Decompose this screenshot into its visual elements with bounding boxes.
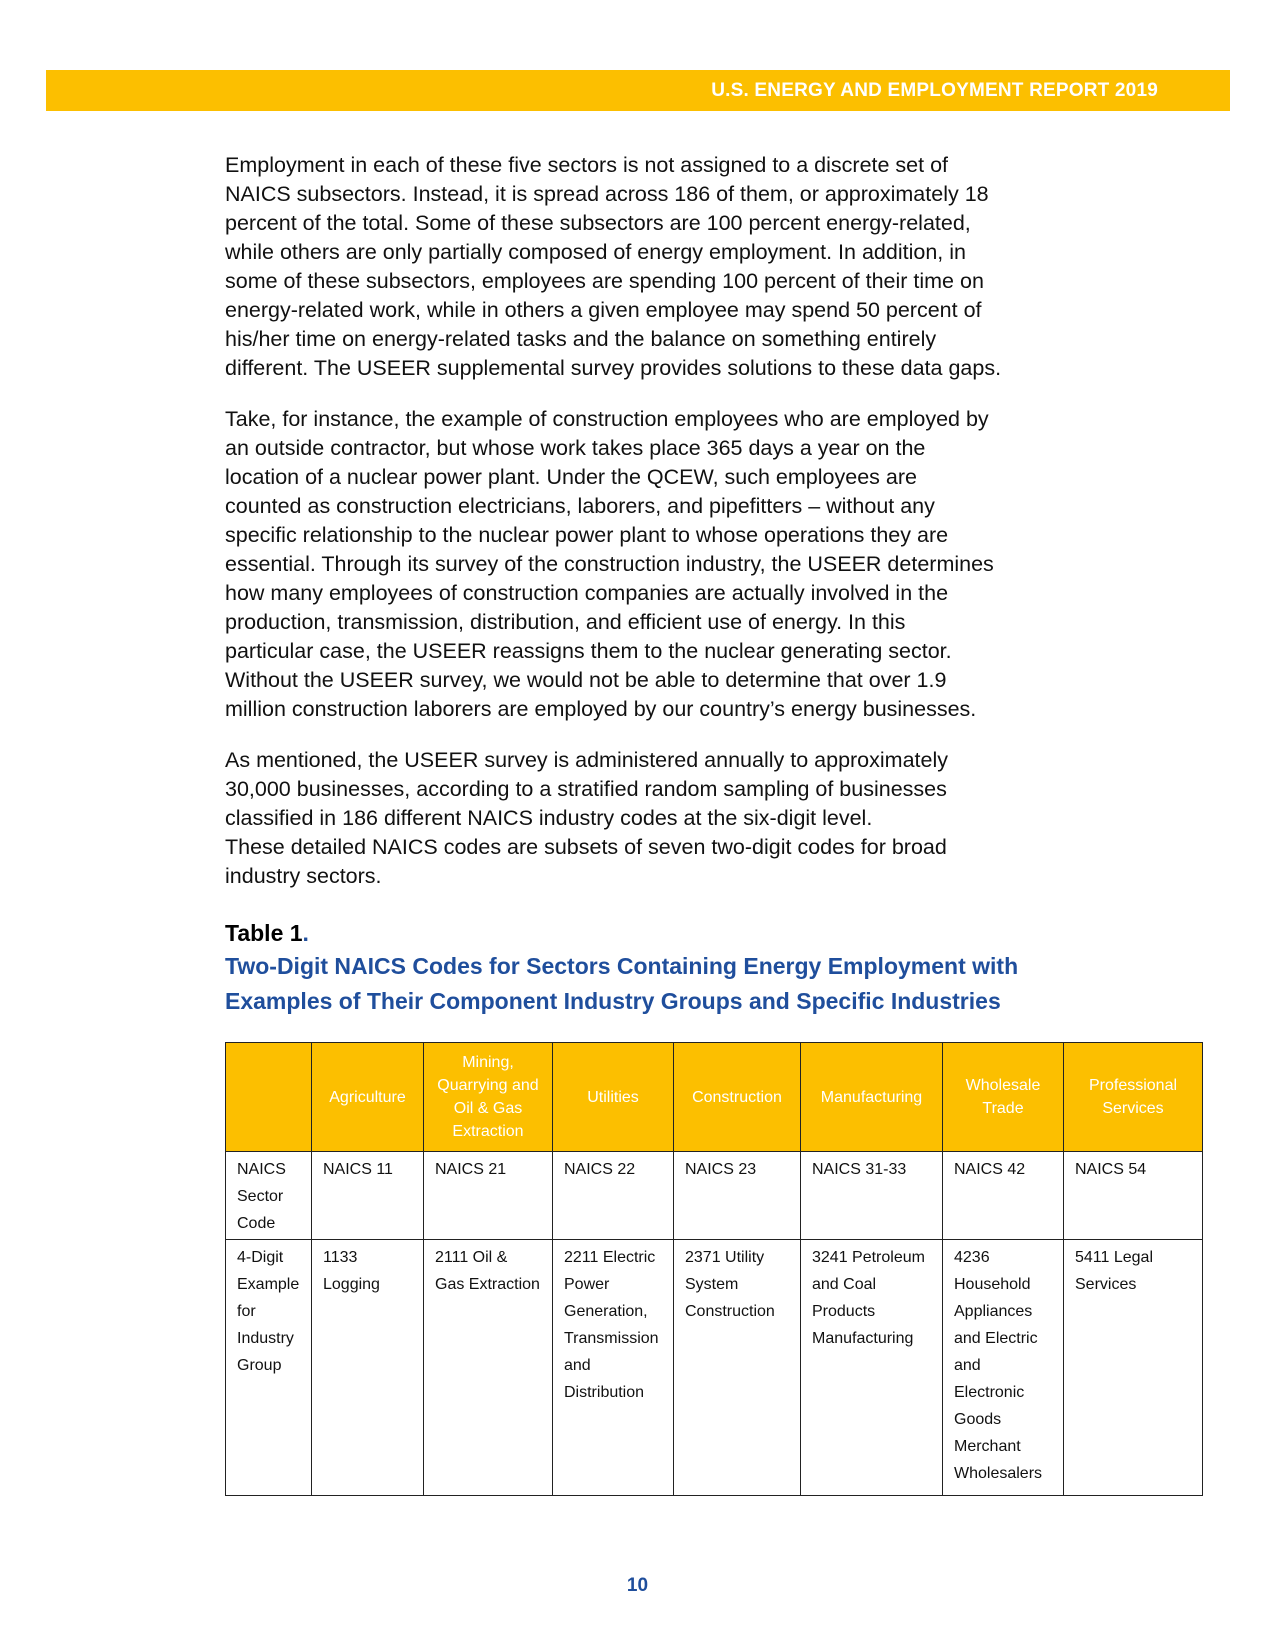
text-line: production, transmission, distribution, and efficient use of energy. In this [225, 610, 906, 634]
table-cell: NAICS 22 [553, 1152, 674, 1240]
table-cell: 2371 Utility System Construction [674, 1240, 801, 1496]
text-line: counted as construction electricians, laborers, and pipefitters – without any [225, 494, 935, 518]
table-cell: 5411 Legal Services [1064, 1240, 1203, 1496]
text-line: essential. Through its survey of the construction industry, the USEER determines [225, 552, 994, 576]
column-header: Construction [674, 1043, 801, 1152]
table-cell: 2211 Electric Power Generation, Transmission and Distribution [553, 1240, 674, 1496]
table-cell: 2111 Oil & Gas Extraction [424, 1240, 553, 1496]
table-row [226, 1152, 1203, 1240]
text-line: while others are only partially composed of energy employment. In addition, in [225, 240, 966, 264]
text-line: how many employees of construction companies are actually involved in the [225, 581, 949, 605]
column-header: Manufacturing [801, 1043, 943, 1152]
text-line: NAICS subsectors. Instead, it is spread across 186 of them, or approximately 18 [225, 182, 989, 206]
text-line: different. The USEER supplemental survey provides solutions to these data gaps. [225, 356, 1002, 380]
row-label: NAICS Sector Code [226, 1152, 312, 1240]
text-line: energy-related work, while in others a given employee may spend 50 percent of [225, 298, 982, 322]
page-content [225, 151, 1105, 1019]
column-header: Professional Services [1064, 1043, 1203, 1152]
table-title [225, 949, 1105, 1019]
table-cell: 3241 Petroleum and Coal Products Manufacturing [801, 1240, 943, 1496]
text-line: industry sectors. [225, 864, 382, 888]
text-line: location of a nuclear power plant. Under the QCEW, such employees are [225, 465, 917, 489]
table-header-row [226, 1043, 1203, 1152]
body-paragraph-1 [225, 151, 1105, 383]
text-line: his/her time on energy-related tasks and the balance on something entirely [225, 327, 937, 351]
column-header: Mining, Quarrying and Oil & Gas Extraction [424, 1043, 553, 1152]
table-cell: NAICS 11 [312, 1152, 424, 1240]
text-line: specific relationship to the nuclear power plant to whose operations they are [225, 523, 949, 547]
table-title-line: Two-Digit NAICS Codes for Sectors Containing Energy Employment with [225, 953, 1019, 979]
text-line: percent of the total. Some of these subsectors are 100 percent energy-related, [225, 211, 971, 235]
table-title-line: Examples of Their Component Industry Groups and Specific Industries [225, 988, 1001, 1014]
text-line: million construction laborers are employed by our country’s energy businesses. [225, 697, 977, 721]
text-line: particular case, the USEER reassigns them to the nuclear generating sector. [225, 639, 952, 663]
table-label-text: Table 1 [225, 920, 303, 946]
text-line: Employment in each of these five sectors is not assigned to a discrete set of [225, 153, 949, 177]
row-label: 4-Digit Example for Industry Group [226, 1240, 312, 1496]
table-cell: NAICS 23 [674, 1152, 801, 1240]
table-cell: 1133 Logging [312, 1240, 424, 1496]
text-line: an outside contractor, but whose work takes place 365 days a year on the [225, 436, 926, 460]
column-header [226, 1043, 312, 1152]
column-header: Utilities [553, 1043, 674, 1152]
text-line: classified in 186 different NAICS industry codes at the six-digit level. [225, 806, 873, 830]
text-line: As mentioned, the USEER survey is administered annually to approximately [225, 748, 948, 772]
text-line: These detailed NAICS codes are subsets of seven two-digit codes for broad [225, 835, 947, 859]
table-cell: NAICS 42 [943, 1152, 1064, 1240]
table-cell: 4236 Household Appliances and Electric and Electronic Goods Merchant Wholesalers [943, 1240, 1064, 1496]
report-title: U.S. ENERGY AND EMPLOYMENT REPORT 2019 [711, 80, 1158, 101]
table-row [226, 1240, 1203, 1496]
text-line: some of these subsectors, employees are spending 100 percent of their time on [225, 269, 984, 293]
table-cell: NAICS 31-33 [801, 1152, 943, 1240]
naics-table [225, 1042, 1203, 1496]
table-cell: NAICS 54 [1064, 1152, 1203, 1240]
column-header: Agriculture [312, 1043, 424, 1152]
body-paragraph-3 [225, 746, 1105, 891]
text-line: 30,000 businesses, according to a stratified random sampling of businesses [225, 777, 947, 801]
report-header-band [46, 70, 1230, 111]
table-label-dot: . [302, 920, 309, 946]
table-label [225, 917, 1105, 949]
table-cell: NAICS 21 [424, 1152, 553, 1240]
body-paragraph-2 [225, 405, 1105, 724]
column-header: Wholesale Trade [943, 1043, 1064, 1152]
text-line: Without the USEER survey, we would not be able to determine that over 1.9 [225, 668, 947, 692]
text-line: Take, for instance, the example of construction employees who are employed by [225, 407, 989, 431]
page-number: 10 [626, 1575, 649, 1596]
